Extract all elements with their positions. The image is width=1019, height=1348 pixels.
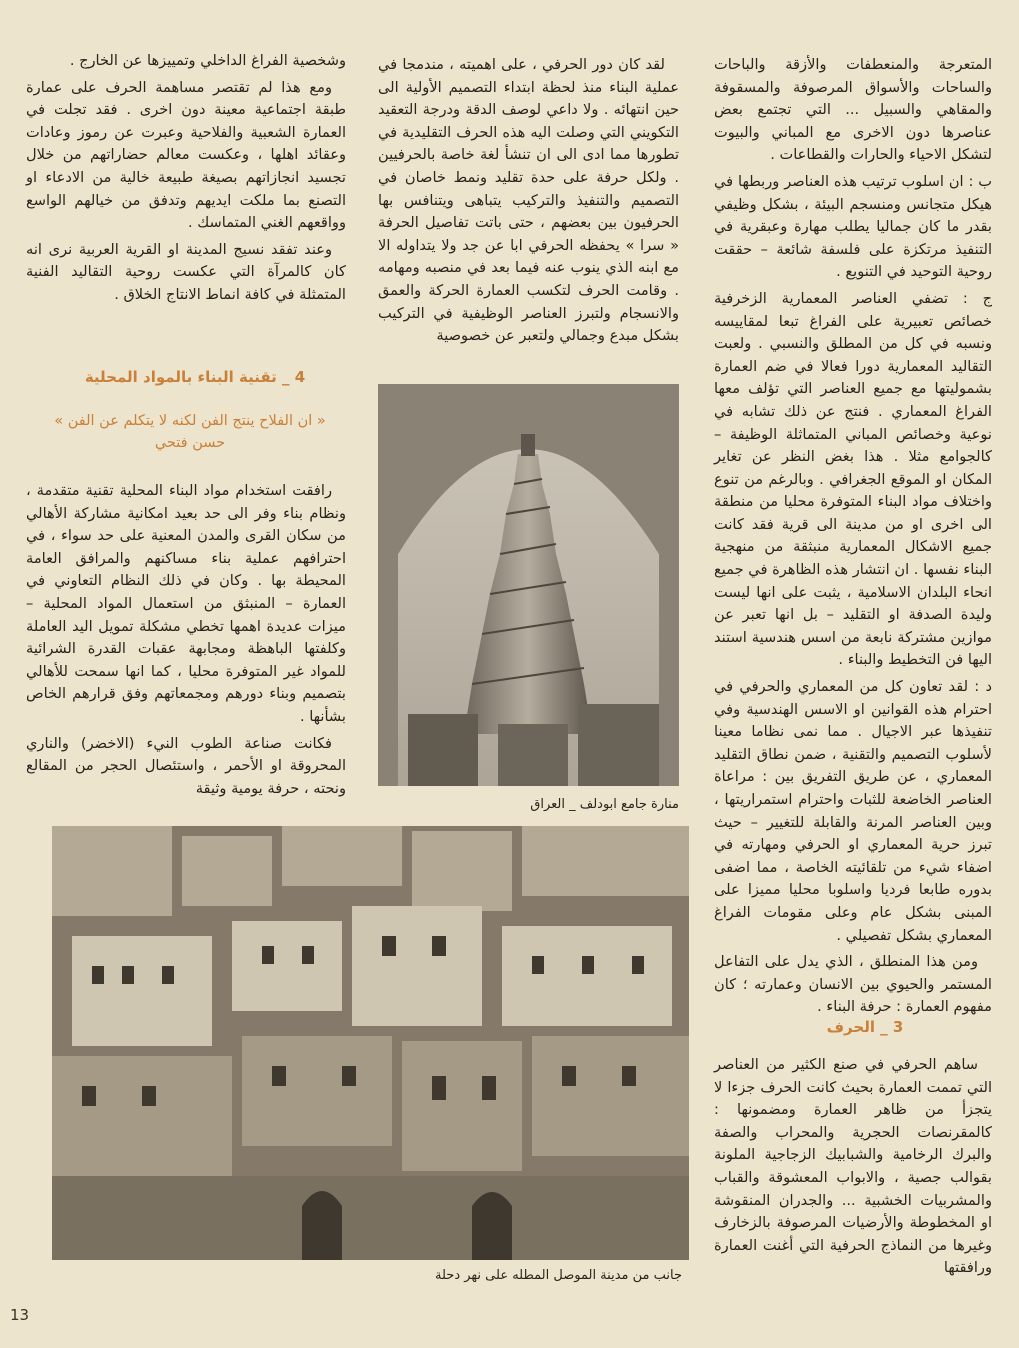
- paragraph: ب : ان اسلوب ترتيب هذه العناصر وربطها في هيكل متجانس ومنسجم البيئة ، بشكل وظيفي بقدر ما كان جماليا يطلب مهارة وعبقرية في التنفيذ مرتكزة على فلسفة شائعة – حققت روحية التوحيد في التنويع .: [714, 172, 992, 281]
- paragraph: د : لقد تعاون كل من المعماري والحرفي في احترام هذه القوانين او الاسس الهندسية وفي تنفيذها عبر الاجيال . مما نمى نظاما معينا لأسلوب التصميم والتقنية ، ضمن نطاق التقليد المعماري ، عن طريق التفريق بين : مراعاة العناصر الخاضعة للثبات واحترام استمراريتها ، وبين العناصر المرنة والقابلة للتغيير – حيث تبرز حرية المعماري او الحرفي ومهارته في اضفاء شيء من تلقائيته الخاصة ، مما اضفى بدوره طابعا فرديا واسلوبا محليا مميزا على المبنى بشكل عام وعلى مقومات الفراغ المعماري بشكل تفصيلي .: [714, 678, 992, 944]
- left-column-top: [26, 50, 346, 311]
- middle-column: [378, 54, 679, 352]
- minaret-illustration: [378, 384, 679, 786]
- section3-column: [714, 1054, 992, 1284]
- paragraph: لقد كان دور الحرفي ، على اهميته ، مندمجا في عملية البناء منذ لحظة ابتداء التصميم الأولية الى حين انتهائه . ولا داعي لوصف الدقة ودرجة التعقيد التكويني التي وصلت اليه هذه الحرف التقليدية في تطورها مما ادى الى ان تنشأ لغة خاصة بالحرفيين . ولكل حرفة على حدة تقليد ونمط خاصان في التصميم والتنفيذ والتركيب يتباهى ويتنافس بها الحرفيون بين بعضهم ، حتى باتت تفاصيل الحرفة « سرا » يحفظه الحرفي ابا عن جد ولا يتداوله الا مع ابنه الذي ينوب عنه فيما بعد في منصبه ومهامه . وقامت الحرف لتكسب العمارة الحركة والعمق والانسجام ولتبرز العناصر الوظيفية في التركيب بشكل مبدع وجمالي ولتعبر عن خصوصية: [378, 56, 679, 345]
- paragraph: رافقت استخدام مواد البناء المحلية تقنية متقدمة ، ونظام بناء وفر الى حد بعيد امكانية مشاركة الأهالي من سكان القرى والمدن المعنية على حد سواء ، في احترافهم عملية بناء مساكنهم والمرافق العامة المحيطة بها . وكان في ذلك النظام التعاوني في العمارة – المنبثق من استعمال المواد المحلية – ميزات عديدة اهمها تخطي مشكلة تمويل اليد العاملة وكلفتها الباهظة ومجابهة عقبات القدرة الشرائية للمواد غير المتوفرة محليا ، كما انها سمحت للأهالي بتصميم وبناء دورهم ومجمعاتهم وفق قرارهم الخاص بشأنها .: [26, 482, 346, 725]
- page-number: 13: [10, 1306, 30, 1324]
- minaret-photo: [378, 384, 679, 786]
- paragraph: ساهم الحرفي في صنع الكثير من العناصر التي تممت العمارة بحيث كانت الحرف جزءا لا يتجزأ من ظاهر العمارة ومضمونها : كالمقرنصات الحجرية والمحراب والصفة والبرك الرخامية والشبابيك الزجاجية الملونة بقوالب جصية ، والابواب المعشوقة والقباب والمشربيات الخشبية ... والجدران المنقوشة او المخطوطة والأرضيات المرصوفة بالزخارف وغيرها من النماذج الحرفية التي أغنت العمارة ورافقتها: [714, 1056, 992, 1277]
- left-column-bottom: [26, 480, 346, 804]
- section3-heading: 3 _ الحرف: [826, 1018, 904, 1036]
- paragraph: فكانت صناعة الطوب النيء (الاخضر) والناري المحروقة او الأحمر ، واستئصال الحجر من المقالع ونحته ، حرفة يومية وثيقة: [26, 734, 346, 797]
- paragraph: وعند تفقد نسيج المدينة او القرية العربية نرى انه كان كالمرآة التي عكست روحية التقاليد الفنية المتمثلة في كافة انماط الانتاج الخلاق .: [26, 240, 346, 303]
- paragraph: ومع هذا لم تقتصر مساهمة الحرف على عمارة طبقة اجتماعية معينة دون اخرى . فقد تجلت في العمارة الشعبية والفلاحية وعبرت عن رموز وعادات وعقائد اهلها ، وعكست معالم حضاراتهم من خلال تجسيد انجازاتهم بصيغة طبيعة خالية من الادعاء او التصنع بما ملكت ايديهم وتدفق من خيالهم الواسع وواقعهم الغني المتماسك .: [26, 78, 346, 232]
- quote: « ان الفلاح ينتج الفن لكنه لا يتكلم عن الفن » حسن فتحي: [54, 413, 326, 451]
- paragraph: وشخصية الفراغ الداخلي وتمييزها عن الخارج .: [69, 52, 346, 69]
- minaret-caption: منارة جامع ابودلف _ العراق: [530, 797, 679, 812]
- paragraph: المتعرجة والمنعطفات والأزقة والباحات والساحات والأسواق المرصوفة والمسقوفة والمقاهي والسبيل ... التي تجتمع بعض عناصرها دون الاخرى مع المباني والبيوت لتشكل الاحياء والحارات والقطاعات .: [714, 56, 992, 164]
- paragraph: ومن هذا المنطلق ، الذي يدل على التفاعل المستمر والحيوي بين الانسان وعمارته ؛ كان مفهوم العمارة : حرفة البناء .: [714, 953, 992, 1016]
- mosul-photo: [52, 826, 689, 1260]
- paragraph: ج : تضفي العناصر المعمارية الزخرفية خصائص تعبيرية على الفراغ تبعا لمقاييسه ونسبه في كل من المطلق والنسبي . ولعبت التقاليد المعمارية دورا فعالا في ضم العمارة بشموليتها مع جميع العناصر التي تؤلف معها الفراغ المعماري . فنتج عن ذلك تشابه في نوعية وخصائص المباني المتماثلة الوظيفة – كالجوامع مثلا . هذا بغض النظر عن تغاير المكان او الموقع الجغرافي . وبالرغم من تنوع واختلاف مواد البناء المتوفرة محليا من منطقة الى اخرى او من مدينة الى قرية فقد كانت جميع الاشكال المعمارية منبثقة من منهجية البناء نفسها . ان انتشار هذه الظاهرة في جميع انحاء البلدان الاسلامية ، يثبت على انها ليست وليدة الصدفة او التقليد – بل انها تعبر عن موازين مشتركة نابعة من اسس هندسية استند اليها فن التخطيط والبناء .: [714, 289, 992, 669]
- section4-heading: 4 _ تقنية البناء بالمواد المحلية: [84, 368, 306, 386]
- mosul-illustration: [52, 826, 689, 1260]
- right-column: [714, 54, 992, 1023]
- mosul-caption: جانب من مدينة الموصل المطله على نهر دحلة: [435, 1268, 682, 1283]
